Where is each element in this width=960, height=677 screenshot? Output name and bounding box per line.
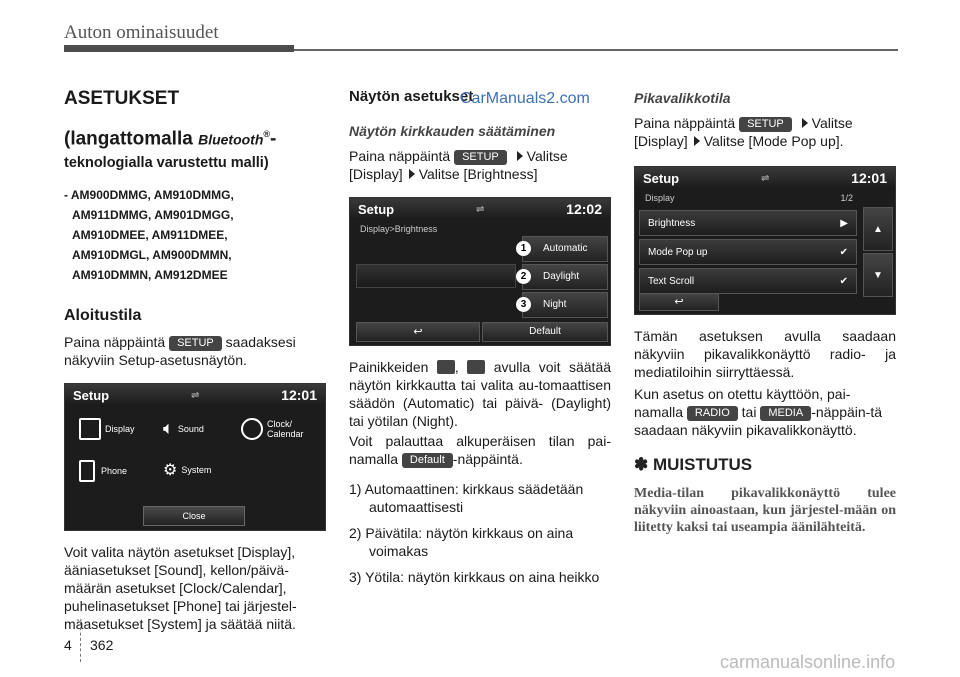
setup-key: SETUP [739, 117, 792, 132]
paragraph-2: Painikkeiden , avulla voit säätää näytön kirkkautta tai valita au-tomaattisen säädön (Automatic) tai päivä- (Daylight) tai yötilan (Night). [349, 359, 612, 429]
arrow-icon [409, 169, 415, 179]
speaker-icon: 🔈︎ [163, 418, 174, 439]
list-item: 3) Yötila: näytön kirkkaus on aina heikko [349, 569, 600, 585]
setup-screen: Setup ⇌ 12:01 Display 🔈︎ Sound Clock/ Calendar Phone ⚙ System Close [64, 383, 326, 531]
paragraph-3: Kun asetus on otettu käyttöön, pai-namalla RADIO tai MEDIA -näppäin-tä saadaan näkyviin pikavalikkonäyttö. [634, 386, 883, 438]
paragraph: Paina näppäintä SETUP Valitse [Display] Valitse [Mode Pop up]. [634, 115, 853, 149]
chapter-number: 4 [64, 637, 72, 653]
paragraph-2: Voit valita näytön asetukset [Display], ääniasetukset [Sound], kellon/päivä-määrän asetukset [Clock/Calendar], puhelinasetukset [Phone] tai järjestel-mäasetukset [System] ja säätää niitä. [64, 544, 297, 633]
automatic-option: Automatic [522, 236, 608, 262]
sound-item: 🔈︎ Sound [163, 418, 204, 439]
text-scroll-item: Text Scroll ✔ [639, 268, 857, 294]
arrow-icon: ▶ [840, 217, 848, 229]
scroll-down-icon: ▼ [863, 253, 893, 297]
clock-icon [241, 418, 263, 440]
section-aloitustila: Aloitustila [64, 307, 142, 325]
right-button-icon [467, 360, 485, 374]
daylight-option: Daylight [522, 264, 608, 290]
list-item: 1) Automaattinen: kirkkaus säädetään automaattisesti [349, 481, 584, 515]
subsection-heading: Pikavalikkotila [634, 90, 731, 106]
back-icon: ↩ [639, 293, 719, 311]
night-option: Night [522, 292, 608, 318]
column-2 [349, 84, 611, 586]
radio-key: RADIO [687, 406, 738, 421]
arrow-icon [802, 118, 808, 128]
system-item: ⚙ System [163, 462, 212, 480]
paragraph-2: Tämän asetuksen avulla saadaan näkyviin pikavalikkonäyttö radio- ja mediatiloihin siirryttäessä. [634, 328, 896, 380]
display-icon [79, 418, 101, 440]
close-button: Close [143, 506, 245, 526]
check-icon: ✔ [839, 275, 848, 287]
phone-item: Phone [79, 460, 127, 482]
scroll-up-icon: ▲ [863, 207, 893, 251]
marker-2: 2 [516, 269, 531, 284]
display-screen: Setup ⇌ 12:01 Display 1/2 Brightness ▶ Mode Pop up ✔ Text Scroll ✔ ▲ ▼ ↩ [634, 166, 896, 315]
mode-popup-item: Mode Pop up ✔ [639, 239, 857, 265]
paragraph-3: Voit palauttaa alkuperäisen tilan pai-namalla Default -näppäintä. [349, 433, 611, 467]
default-button: Default [482, 322, 608, 342]
footer-watermark: carmanualsonline.info [720, 652, 896, 672]
watermark: CarManuals2.com [460, 90, 590, 107]
display-item: Display [79, 418, 135, 440]
note-heading: ✽ MUISTUTUS [634, 455, 753, 474]
paragraph: Paina näppäintä SETUP saadaksesi näkyviin Setup-asetusnäytön. [64, 334, 296, 369]
arrow-icon [517, 151, 523, 161]
column-3 [634, 84, 896, 536]
left-button-icon [437, 360, 455, 374]
paragraph: Paina näppäintä SETUP Valitse [Display] Valitse [Brightness] [349, 148, 568, 182]
header-bar [64, 45, 294, 52]
media-key: MEDIA [760, 406, 811, 421]
default-key: Default [402, 453, 453, 468]
setup-key: SETUP [454, 150, 507, 165]
list-item: 2) Päivätila: näytön kirkkaus on aina voimakas [349, 525, 574, 559]
page-divider [80, 622, 81, 662]
subsection-heading: Näytön kirkkauden säätäminen [349, 123, 556, 139]
marker-1: 1 [516, 241, 531, 256]
brightness-screen: Setup ⇌ 12:02 Display>Brightness Automatic Daylight Night 1 2 3 ↩ Default [349, 197, 611, 346]
back-icon: ↩ [356, 322, 480, 342]
clock-item: Clock/ Calendar [241, 418, 325, 440]
phone-icon [79, 460, 95, 482]
subtitle: (langattomalla Bluetooth®- [64, 128, 277, 150]
subtitle-2: teknologialla varustettu malli) [64, 155, 269, 172]
setup-key: SETUP [169, 336, 222, 351]
section-heading: Näytön asetukset [349, 88, 474, 105]
check-icon: ✔ [839, 246, 848, 258]
note-text: Media-tilan pikavalikkonäyttö tulee näkyviin ainoastaan, kun järjestel-mään on liitetty kaksi tai useampia äänilähteitä. [634, 486, 896, 535]
header-rule [294, 49, 898, 51]
column-1 [64, 84, 326, 633]
header-title: Auton ominaisuudet [64, 22, 219, 43]
section-heading: ASETUKSET [64, 88, 180, 109]
brightness-item: Brightness ▶ [639, 210, 857, 236]
marker-3: 3 [516, 297, 531, 312]
brightness-slider [356, 264, 516, 288]
gear-icon: ⚙ [163, 462, 178, 480]
page-number: 362 [90, 637, 114, 653]
arrow-icon [694, 136, 700, 146]
model-list: - AM900DMMG, AM910DMMG, AM911DMMG, AM901DMGG, AM910DMEE, AM911DMEE, AM910DMGL, AM900DMMN, AM910DMMN, AM912DMEE [64, 188, 234, 283]
